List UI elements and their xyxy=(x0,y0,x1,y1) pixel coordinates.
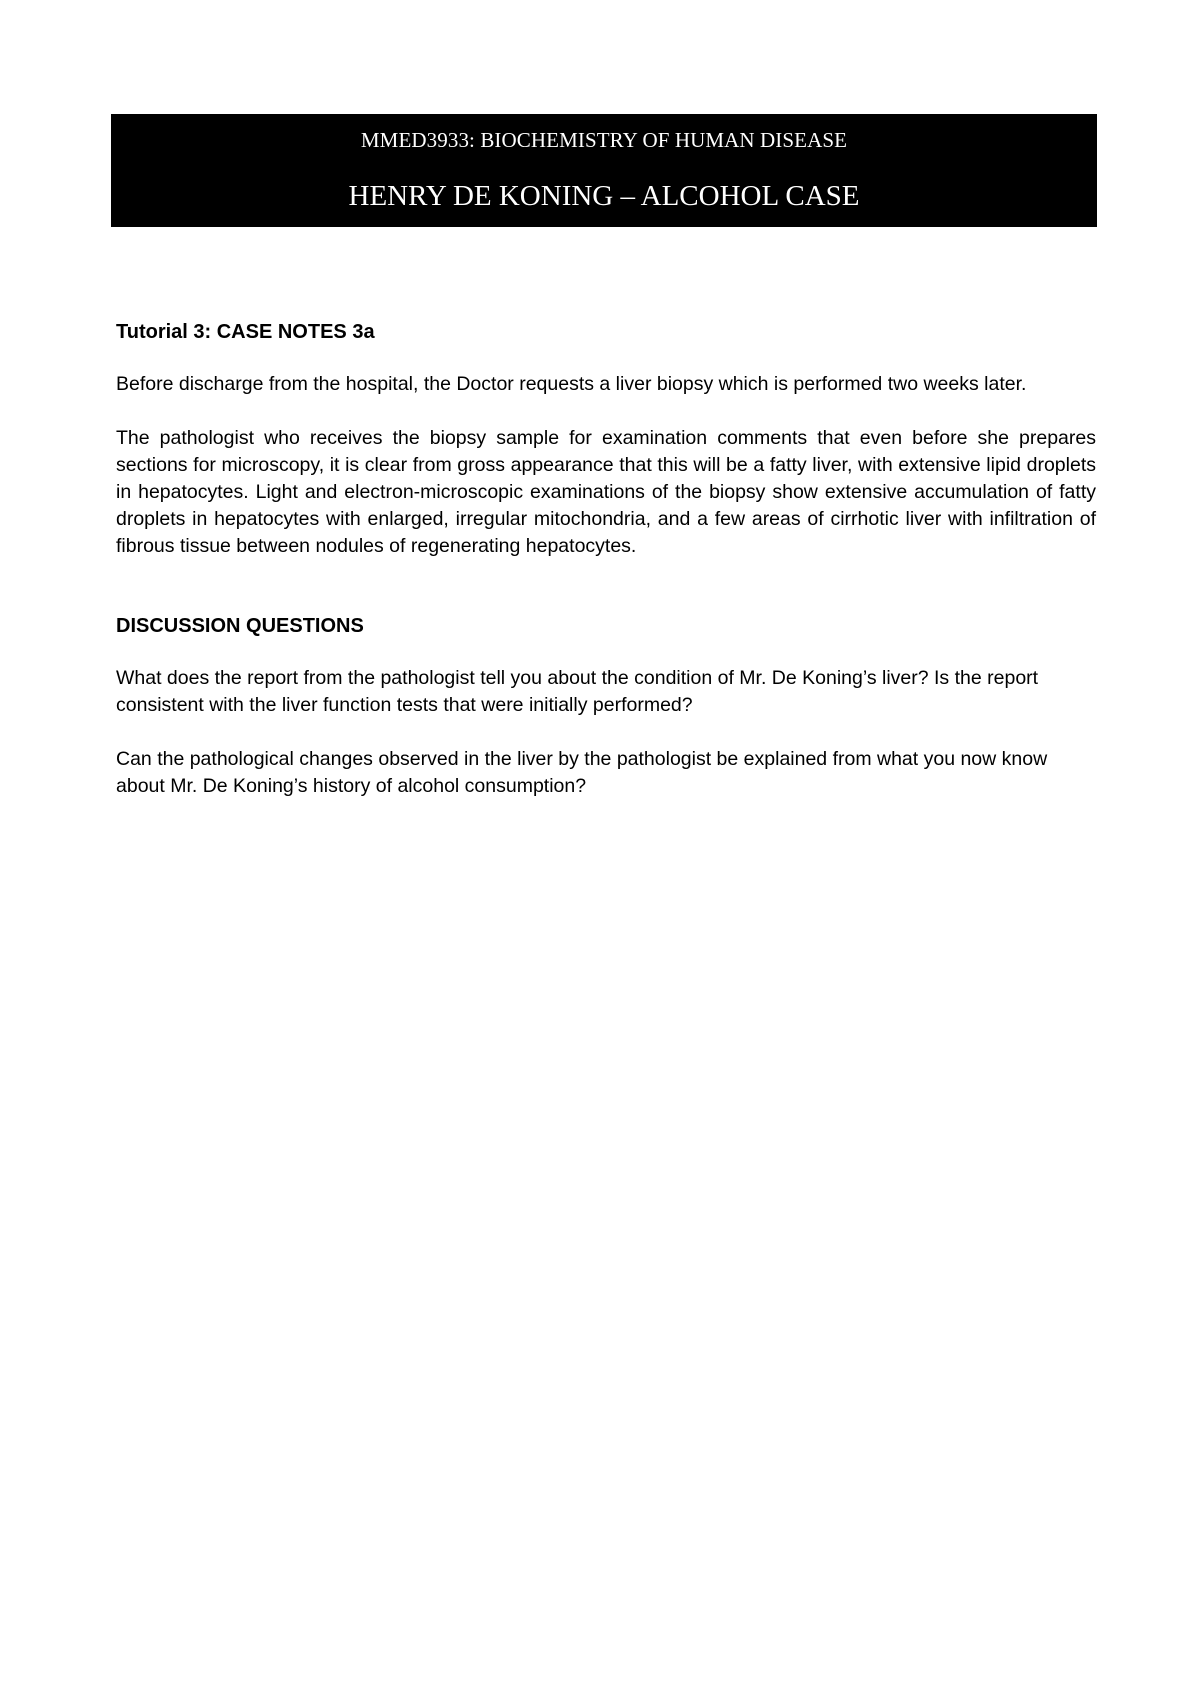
document-body xyxy=(116,318,1096,800)
discussion-question-2: Can the pathological changes observed in the liver by the pathologist be explained from what you now know about Mr. De Koning’s history of alcohol consumption? xyxy=(116,748,1048,797)
tutorial-paragraph-2: The pathologist who receives the biopsy sample for examination comments that even before she prepares sections for microscopy, it is clear from gross appearance that this will be a fatty liver, with extensive lipid droplets in hepatocytes. Light and electron-microscopic examinations of the biopsy show extensive accumulation of fatty droplets in hepatocytes with enlarged, irregular mitochondria, and a few areas of cirrhotic liver with infiltration of fibrous tissue between nodules of regenerating hepatocytes. xyxy=(116,427,1096,557)
tutorial-heading: Tutorial 3: CASE NOTES 3a xyxy=(116,321,375,343)
tutorial-paragraph-1: Before discharge from the hospital, the Doctor requests a liver biopsy which is performed two weeks later. xyxy=(116,373,1027,395)
document-header xyxy=(111,114,1097,227)
course-title: MMED3933: BIOCHEMISTRY OF HUMAN DISEASE xyxy=(360,128,848,152)
discussion-question-1: What does the report from the pathologist tell you about the condition of Mr. De Koning’s liver? Is the report consistent with the liver function tests that were initially performed? xyxy=(116,667,1039,716)
case-title: HENRY DE KONING – ALCOHOL CASE xyxy=(348,180,860,212)
discussion-heading: DISCUSSION QUESTIONS xyxy=(116,615,364,637)
